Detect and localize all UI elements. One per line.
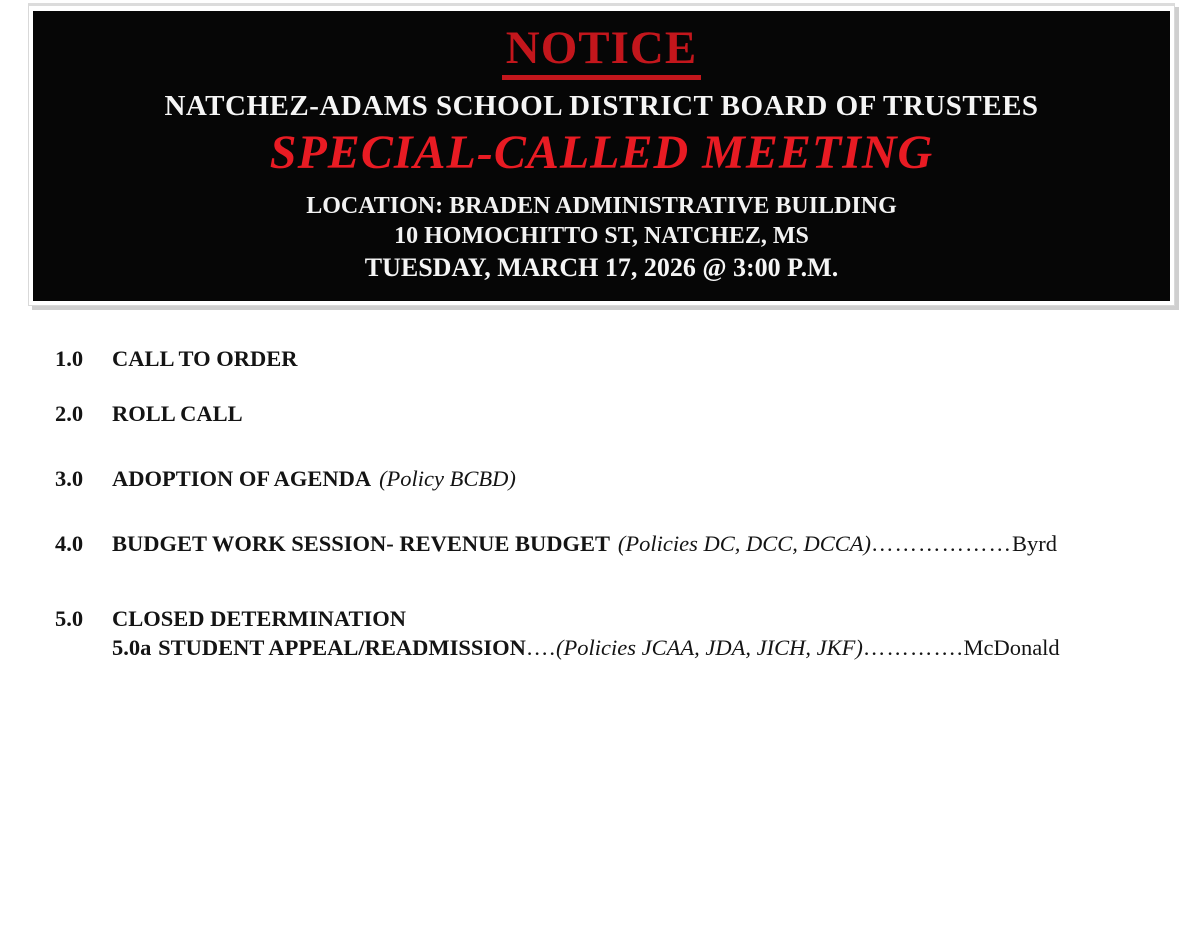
agenda-item-assignee: Byrd: [1012, 531, 1058, 556]
agenda-item-4: [55, 530, 1155, 559]
agenda-item-number: 5.0: [55, 606, 84, 631]
agenda-item-title: ROLL CALL: [112, 401, 243, 426]
agenda-subitem-title: STUDENT APPEAL/READMISSION: [158, 634, 526, 660]
agenda-item-title: ADOPTION OF AGENDA: [112, 466, 372, 491]
agenda-item-number: 2.0: [55, 401, 84, 426]
agenda-subitem-assignee: McDonald: [963, 634, 1060, 660]
dot-leader: ….: [525, 634, 557, 660]
meeting-location-line1: LOCATION: BRADEN ADMINISTRATIVE BUILDING: [306, 193, 897, 219]
agenda-item-5: [55, 605, 1155, 663]
agenda-item-2: [55, 400, 1155, 429]
agenda-item-title: CLOSED DETERMINATION: [112, 606, 407, 631]
agenda-item-number: 4.0: [55, 531, 84, 556]
meeting-datetime: TUESDAY, MARCH 17, 2026 @ 3:00 P.M.: [364, 253, 839, 282]
meeting-type-title: SPECIAL-CALLED MEETING: [269, 126, 934, 179]
agenda-subitem-policy: (Policies JCAA, JDA, JICH, JKF): [556, 634, 863, 660]
agenda-item-1: [55, 345, 1155, 374]
agenda-item-policy: (Policies DC, DCC, DCCA): [617, 531, 872, 556]
dot-leader: ………….: [862, 634, 964, 660]
district-board-name: NATCHEZ-ADAMS SCHOOL DISTRICT BOARD OF TRUSTEES: [164, 90, 1039, 122]
agenda-item-title: CALL TO ORDER: [112, 346, 298, 371]
agenda-subitem-number: 5.0a: [112, 634, 152, 660]
agenda-item-number: 1.0: [55, 346, 84, 371]
notice-title: NOTICE: [502, 25, 701, 80]
meeting-location-line2: 10 HOMOCHITTO ST, NATCHEZ, MS: [394, 223, 809, 249]
agenda-item-policy: (Policy BCBD): [379, 466, 516, 491]
agenda-item-3: [55, 465, 1155, 494]
agenda-item-number: 3.0: [55, 466, 84, 491]
dot-leader: ………………: [871, 531, 1013, 556]
agenda-subitem-5a: [112, 634, 1155, 663]
agenda-item-title: BUDGET WORK SESSION- REVENUE BUDGET: [112, 531, 611, 556]
